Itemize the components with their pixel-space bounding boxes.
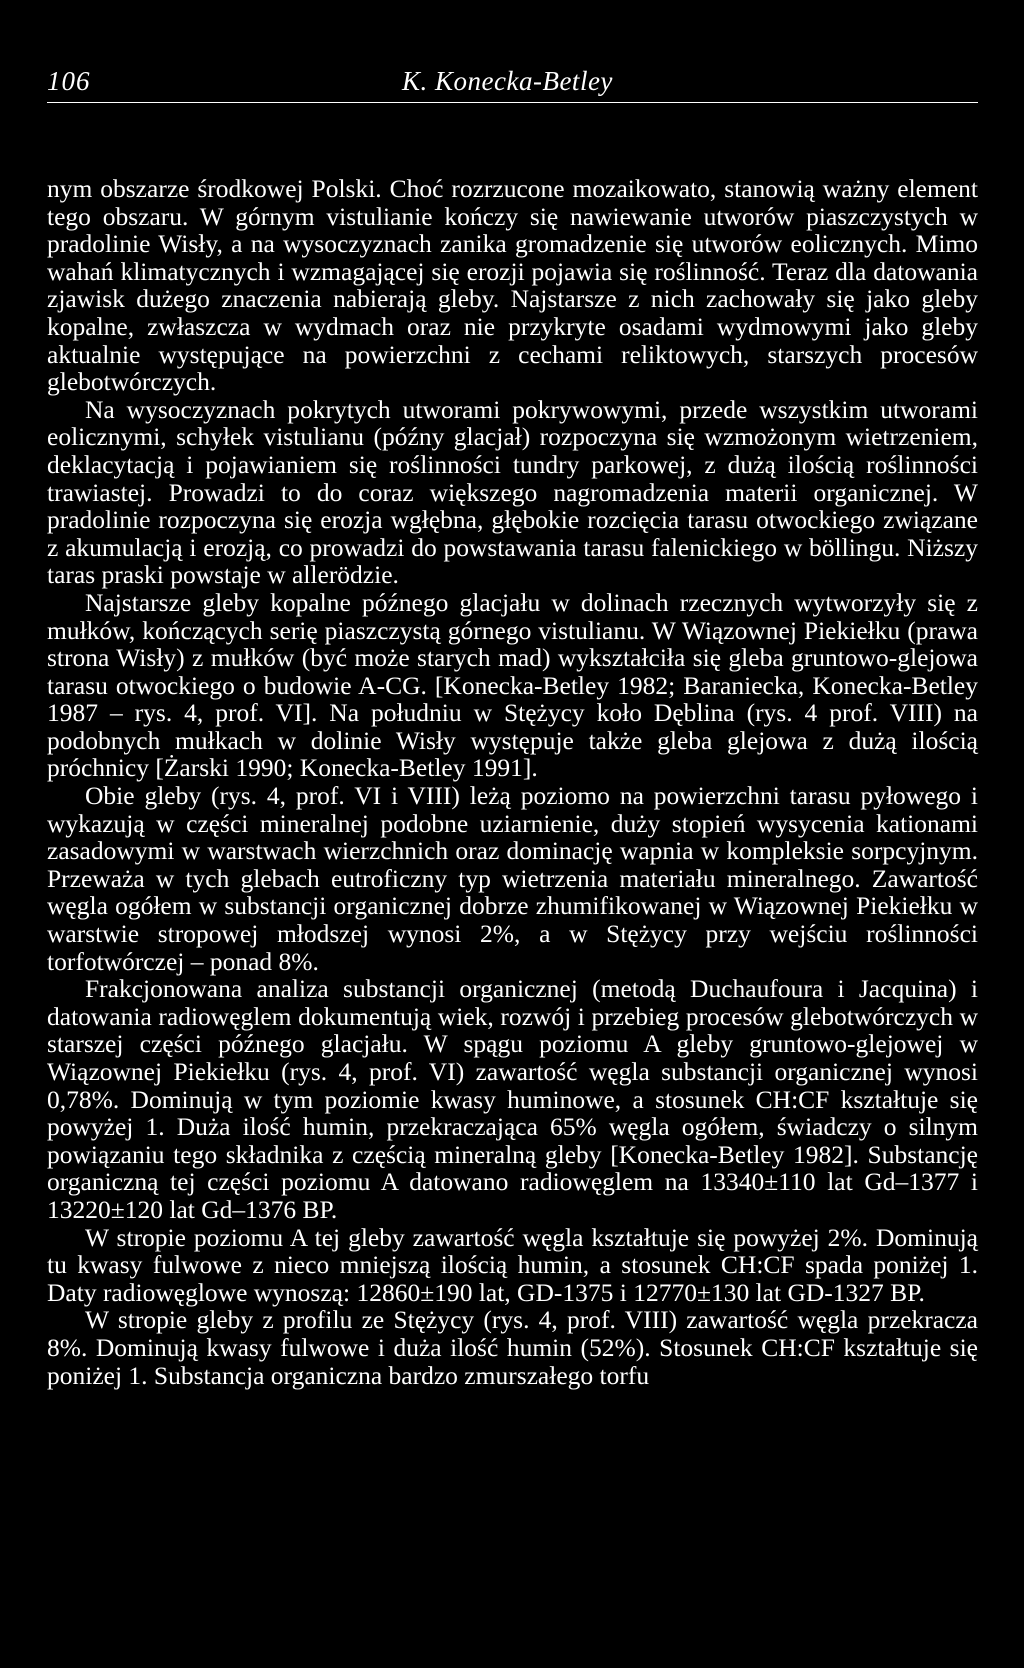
paragraph: Najstarsze gleby kopalne późnego glacjału w dolinach rzecznych wytworzyły się z mułków, kończących serię piaszczystą górnego vistulianu. W Wiązownej Piekiełku (prawa strona Wisły) z mułków (być może starych mad) wykształciła się gleba gruntowo-glejowa tarasu otwockiego o budowie A-CG. [Konecka-Betley 1982; Baraniecka, Konecka-Betley 1987 – rys. 4, prof. VI]. Na południu w Stężycy koło Dęblina (rys. 4 prof. VIII) na podobnych mułkach w dolinie Wisły występuje także gleba glejowa z dużą ilością próchnicy [Żarski 1990; Konecka-Betley 1991]. [47,587,978,783]
paragraph: Frakcjonowana analiza substancji organicznej (metodą Duchaufoura i Jacquina) i datowania radiowęglem dokumentują wiek, rozwój i przebieg procesów glebotwórczych w starszej części późnego glacjału. W spągu poziomu A gleby gruntowo-glejowej w Wiązownej Piekiełku (rys. 4, prof. VI) zawartość węgla substancji organicznej wynosi 0,78%. Dominują w tym poziomie kwasy huminowe, a stosunek CH:CF kształtuje się powyżej 1. Duża ilość humin, przekraczająca 65% węgla ogółem, świadczy o silnym powiązaniu tego składnika z częścią mineralną gleby [Konecka-Betley 1982]. Substancję organiczną tej części poziomu A datowano radiowęglem na 13340±110 lat Gd–1377 i 13220±120 lat Gd–1376 BP. [47,974,978,1224]
page-number: 106 [47,66,91,96]
paragraph: W stropie poziomu A tej gleby zawartość węgla kształtuje się powyżej 2%. Dominują tu kwasy fulwowe z nieco mniejszą ilością humin, a stosunek CH:CF spada poniżej 1. Daty radiowęglowe wynoszą: 12860±190 lat, GD-1375 i 12770±130 lat GD-1327 BP. [47,1222,978,1307]
page-header [47,62,978,103]
paragraph: nym obszarze środkowej Polski. Choć rozrzucone mozaikowato, stanowią ważny element tego obszaru. W górnym vistulianie kończy się nawiewanie utworów piaszczystych w pradolinie Wisły, a na wysoczyznach zanika gromadzenie się utworów eolicznych. Mimo wahań klimatycznych i wzmagającej się erozji pojawia się roślinność. Teraz dla datowania zjawisk dużego znaczenia nabierają gleby. Najstarsze z nich zachowały się jako gleby kopalne, zwłaszcza w wydmach oraz nie przykryte osadami wydmowymi jako gleby aktualnie występujące na powierzchni z cechami reliktowych, starszych procesów glebotwórczych. [47,174,978,397]
body-text [47,175,978,1389]
paragraph: Na wysoczyznach pokrytych utworami pokrywowymi, przede wszystkim utworami eolicznymi, schyłek vistulianu (późny glacjał) rozpoczyna się wzmożonym wietrzeniem, deklacytacją i pojawianiem się roślinności tundry parkowej, z dużą ilością roślinności trawiastej. Prowadzi to do coraz większego nagromadzenia materii organicznej. W pradolinie rozpoczyna się erozja wgłębna, głębokie rozcięcia tarasu otwockiego związane z akumulacją i erozją, co prowadzi do powstawania tarasu falenickiego w böllingu. Niższy taras praski powstaje w allerödzie. [47,394,978,590]
running-head: K. Konecka-Betley [402,66,613,96]
paragraph: Obie gleby (rys. 4, prof. VI i VIII) leżą poziomo na powierzchni tarasu pyłowego i wykazują w części mineralnej podobne uziarnienie, duży stopień wysycenia kationami zasadowymi w warstwach wierzchnich oraz dominację wapnia w kompleksie sorpcyjnym. Przeważa w tych glebach eutroficzny typ wietrzenia materiału mineralnego. Zawartość węgla ogółem w substancji organicznej dobrze zhumifikowanej w Wiązownej Piekiełku w warstwie stropowej młodszej wynosi 2%, a w Stężycy przy wejściu roślinności torfotwórczej – ponad 8%. [47,781,978,976]
paragraph: W stropie gleby z profilu ze Stężycy (rys. 4, prof. VIII) zawartość węgla przekracza 8%. Dominują kwasy fulwowe i duża ilość humin (52%). Stosunek CH:CF kształtuje się poniżej 1. Substancja organiczna bardzo zmurszałego torfu [47,1305,978,1390]
